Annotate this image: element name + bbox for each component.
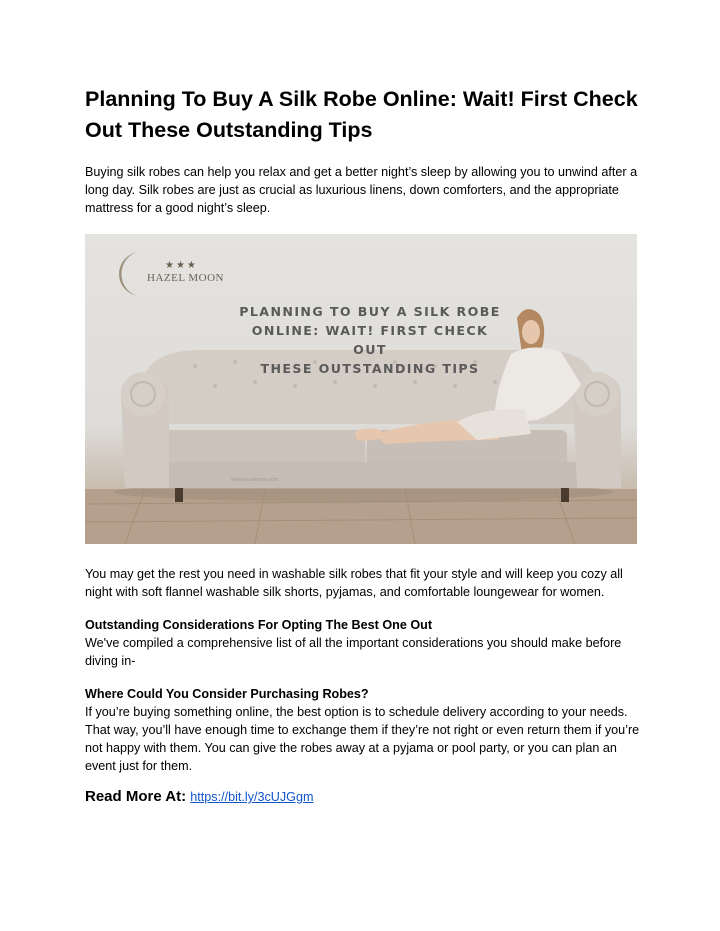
section-heading: Where Could You Consider Purchasing Robes? [85,687,369,701]
overlay-line-3: THESE OUTSTANDING TIPS [260,361,480,376]
logo-stars-icon: ★★★ [165,260,198,271]
intro-text: Buying silk robes can help you relax and get a better night’s sleep by allowing you to unwind after a long day. Silk robes are just as crucial as luxurious linens, down comforters, and the appropriate mattress for a good night’s sleep. [85,165,638,215]
image-watermark: www.hazelmoon.com [231,477,279,483]
body-paragraph-text: You may get the rest you need in washable silk robes that fit your style and will keep you cozy all night with soft flannel washable silk shorts, pyjamas, and comfortable loungewear for women. [85,567,623,599]
intro-paragraph [85,163,645,217]
section-heading: Outstanding Considerations For Opting The Best One Out [85,618,433,632]
read-more-link[interactable]: https://bit.ly/3cUJGgm [190,790,314,804]
section-purchasing [85,685,645,775]
page-title: Planning To Buy A Silk Robe Online: Wait! First Check Out These Outstanding Tips [85,87,638,142]
brand-logo-text: HAZEL MOON [147,272,224,284]
section-text: If you’re buying something online, the best option is to schedule delivery according to your needs. That way, you’ll have enough time to exchange them if they’re not right or even return them if you’re not happy with them. You can give the robes away at a pyjama or pool party, or you can plan an event just for them. [85,705,640,773]
section-considerations [85,616,645,670]
hero-overlay-title [235,302,505,378]
read-more [85,787,645,807]
body-paragraph [85,565,645,601]
section-text: We've compiled a comprehensive list of all the important considerations you should make before diving in- [85,636,622,668]
overlay-line-2: ONLINE: WAIT! FIRST CHECK OUT [251,323,489,357]
hero-image [85,234,637,544]
read-more-label: Read More At: [85,788,187,805]
overlay-line-1: PLANNING TO BUY A SILK ROBE [239,304,501,319]
